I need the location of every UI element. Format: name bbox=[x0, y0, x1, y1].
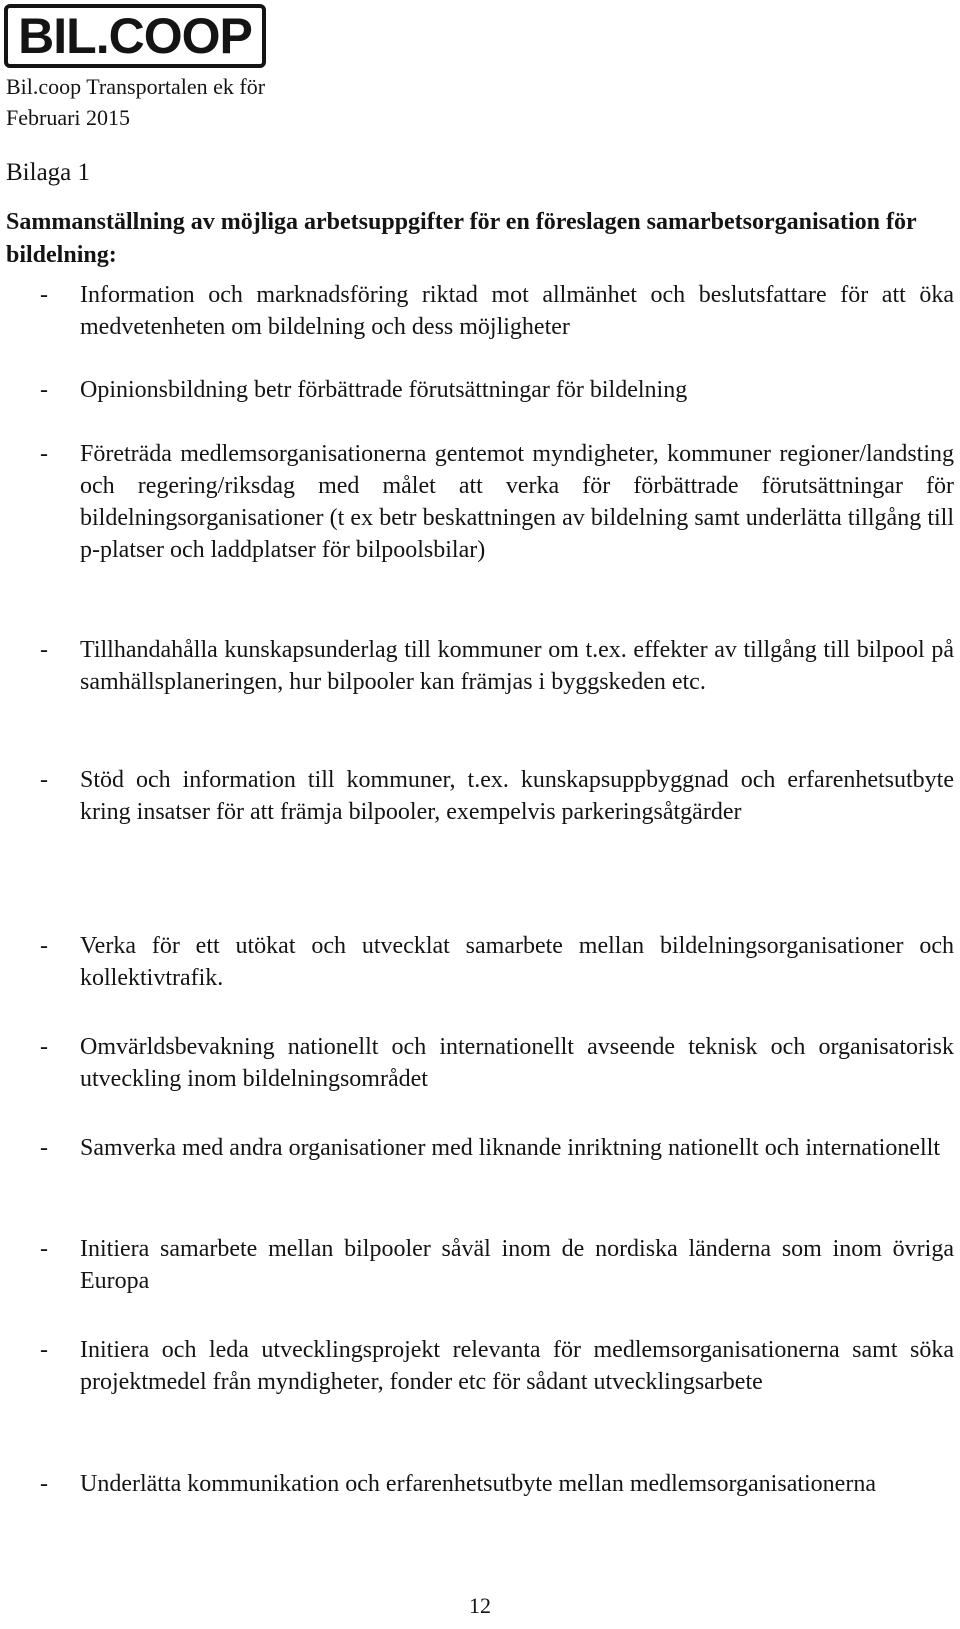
bullet-dash: - bbox=[40, 933, 48, 959]
bullet-dash: - bbox=[40, 282, 48, 308]
bullet-dash: - bbox=[40, 1337, 48, 1363]
bullet-dash: - bbox=[40, 441, 48, 467]
organization-name: Bil.coop Transportalen ek för bbox=[6, 74, 266, 99]
list-item-text: Tillhandahålla kunskapsunderlag till kommuner om t.ex. effekter av tillgång till bilpool på samhällsplaneringen, hur bilpooler kan främjas i byggskeden etc. bbox=[80, 637, 954, 695]
list-item-text: Företräda medlemsorganisationerna gentemot myndigheter, kommuner regioner/landsting och regering/riksdag med målet att verka för förbättrade förutsättningar för bildelningsorganisationer (t ex betr beskattningen av bildelning samt underlätta tillgång till p-platser och laddplatser för bilpoolsbilar) bbox=[80, 441, 954, 563]
list-item-text: Stöd och information till kommuner, t.ex. kunskapsuppbyggnad och erfarenhetsutbyte kring insatser för att främja bilpooler, exempelvis parkeringsåtgärder bbox=[80, 767, 954, 825]
list-item-text: Opinionsbildning betr förbättrade förutsättningar för bildelning bbox=[80, 377, 688, 403]
list-item-text: Initiera och leda utvecklingsprojekt relevanta för medlemsorganisationerna samt söka projektmedel från myndigheter, fonder etc för sådant utvecklingsarbete bbox=[80, 1337, 954, 1395]
list-item-text: Initiera samarbete mellan bilpooler såväl inom de nordiska länderna som inom övriga Europa bbox=[80, 1236, 954, 1294]
document-date: Februari 2015 bbox=[6, 105, 131, 130]
document-header bbox=[6, 71, 265, 133]
page-number: 12 bbox=[469, 1593, 491, 1618]
bullet-dash: - bbox=[40, 637, 48, 663]
list-item-text: Omvärldsbevakning nationellt och internationellt avseende teknisk och organisatorisk utveckling inom bildelningsområdet bbox=[80, 1034, 954, 1092]
bullet-dash: - bbox=[40, 377, 48, 403]
list-item-text: Verka för ett utökat och utvecklat samarbete mellan bildelningsorganisationer och kollektivtrafik. bbox=[80, 933, 954, 991]
bullet-dash: - bbox=[40, 1471, 48, 1497]
bilcoop-logo: BIL.COOP bbox=[4, 4, 266, 68]
bullet-dash: - bbox=[40, 1135, 48, 1161]
bullet-dash: - bbox=[40, 1034, 48, 1060]
document-title: Sammanställning av möjliga arbetsuppgifter för en föreslagen samarbetsorganisation för bildelning: bbox=[6, 209, 917, 268]
appendix-label: Bilaga 1 bbox=[6, 159, 91, 186]
bullet-dash: - bbox=[40, 767, 48, 793]
list-item-text: Samverka med andra organisationer med liknande inriktning nationellt och internationellt bbox=[80, 1135, 940, 1161]
list-item-text: Information och marknadsföring riktad mot allmänhet och beslutsfattare för att öka medvetenheten om bildelning och dess möjligheter bbox=[80, 282, 954, 340]
list-item-text: Underlätta kommunikation och erfarenhetsutbyte mellan medlemsorganisationerna bbox=[80, 1471, 876, 1497]
bullet-dash: - bbox=[40, 1236, 48, 1262]
